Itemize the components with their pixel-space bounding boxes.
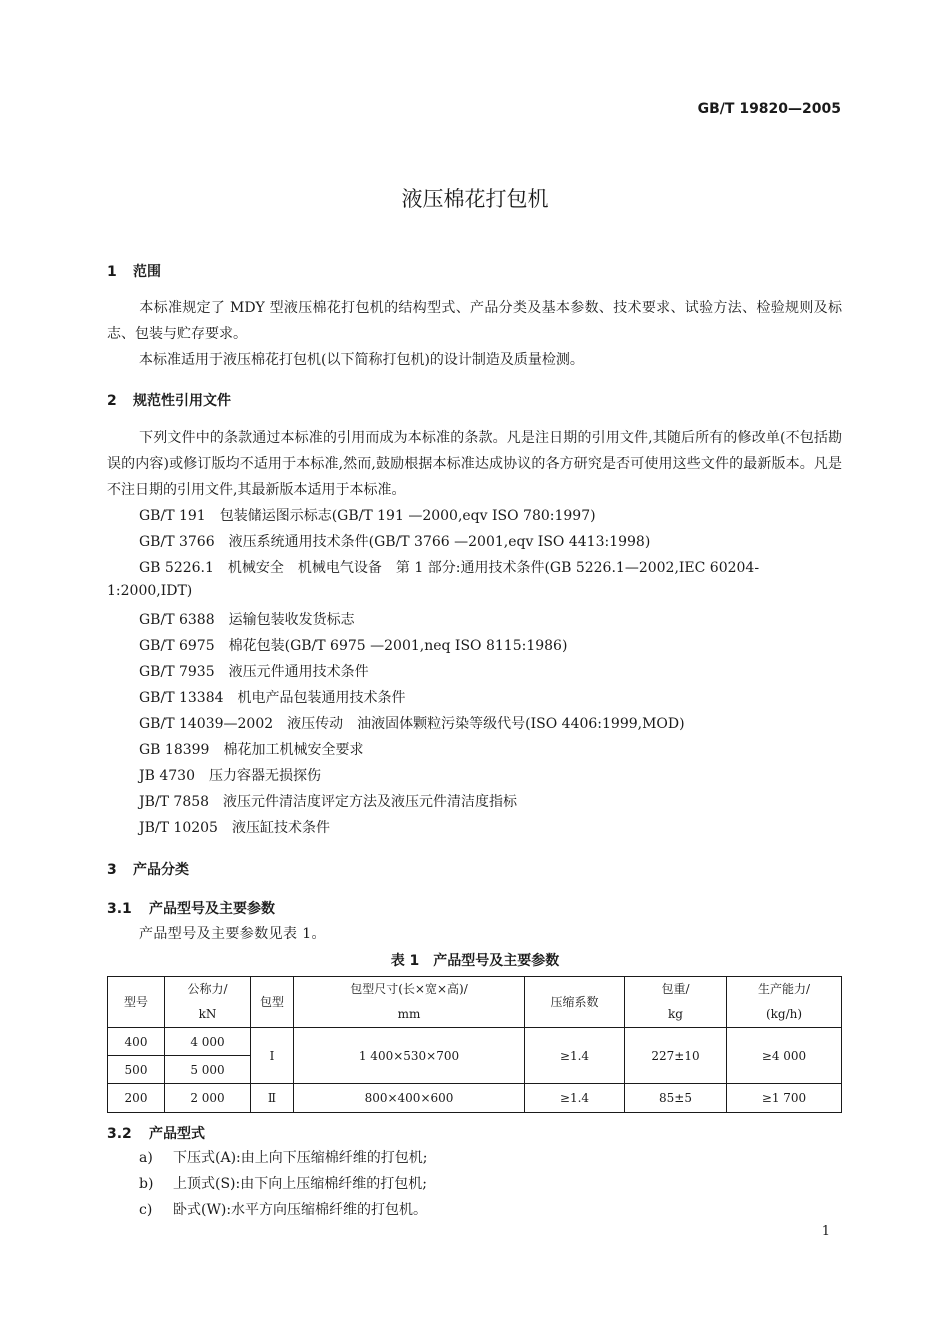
reference-title: 液压系统通用技术条件(GB/T 3766 —2001,eqv ISO 4413:1998): [228, 534, 651, 550]
reference-item: [139, 817, 330, 837]
list-marker: a): [139, 1150, 153, 1166]
reference-item: [139, 713, 685, 733]
reference-title: 压力容器无损探伤: [208, 768, 321, 784]
form-list-item: [139, 1147, 427, 1167]
section-number: 3: [107, 862, 117, 878]
cell-weight: 227±10: [625, 1028, 727, 1084]
header-force: 公称力/ kN: [165, 977, 251, 1028]
reference-item: [139, 739, 363, 759]
reference-title: 机械安全 机械电气设备 第 1 部分:通用技术条件(GB 5226.1—2002,IEC 60204-: [227, 560, 760, 576]
reference-title: 棉花加工机械安全要求: [223, 742, 364, 758]
reference-code: GB/T 3766: [139, 534, 215, 550]
reference-code: JB 4730: [139, 768, 195, 784]
cell-force: 2 000: [165, 1084, 251, 1113]
reference-title: 棉花包装(GB/T 6975 —2001,neq ISO 8115:1986): [228, 638, 568, 654]
reference-title: 液压传动 油液固体颗粒污染等级代号(ISO 4406:1999,MOD): [287, 716, 685, 732]
reference-code: GB/T 13384: [139, 690, 224, 706]
reference-item: [139, 505, 596, 525]
page-number: 1: [821, 1224, 830, 1239]
reference-title: 液压元件通用技术条件: [228, 664, 369, 680]
cell-capacity: ≥4 000: [727, 1028, 842, 1084]
reference-code: GB/T 6388: [139, 612, 215, 628]
table-row: [108, 1028, 842, 1056]
reference-item: [139, 687, 406, 707]
reference-item: [139, 609, 355, 629]
section-title: 产品分类: [133, 862, 189, 878]
document-title: 液压棉花打包机: [401, 187, 549, 211]
section-3-heading: [107, 859, 189, 879]
reference-item: [139, 765, 321, 785]
table-header-row: [108, 977, 842, 1028]
cell-model: 200: [108, 1084, 165, 1113]
reference-code: GB/T 7935: [139, 664, 215, 680]
list-marker: c): [139, 1202, 153, 1218]
section-number: 1: [107, 264, 117, 280]
table-intro: 产品型号及主要参数见表 1。: [139, 926, 326, 942]
header-size: 包型尺寸(长×宽×高)/ mm: [294, 977, 525, 1028]
section-2-heading: [107, 390, 231, 410]
list-text: 上顶式(S):由下向上压缩棉纤维的打包机;: [173, 1176, 427, 1192]
table-row: [108, 1084, 842, 1113]
references-intro: 下列文件中的条款通过本标准的引用而成为本标准的条款。凡是注日期的引用文件,其随后所有的修改单(不包括勘误的内容)或修订版均不适用于本标准,然而,鼓励根据本标准达成协议的各方研究是否可使用这些文件的最新版本。凡是不注日期的引用文件,其最新版本适用于本标准。: [107, 430, 842, 498]
form-list-item: [139, 1199, 427, 1219]
section-number: 2: [107, 393, 117, 409]
reference-code: JB/T 7858: [139, 794, 210, 810]
reference-title: 包装储运图示标志(GB/T 191 —2000,eqv ISO 780:1997): [219, 508, 596, 524]
reference-code: GB 5226.1: [139, 560, 214, 576]
section-title: 产品型号及主要参数: [149, 901, 275, 917]
cell-force: 4 000: [165, 1028, 251, 1056]
reference-title: 液压元件清洁度评定方法及液压元件清洁度指标: [223, 794, 518, 810]
cell-size: 800×400×600: [294, 1084, 525, 1113]
cell-model: 500: [108, 1056, 165, 1084]
section-title: 规范性引用文件: [133, 393, 231, 409]
scope-paragraph-2: 本标准适用于液压棉花打包机(以下简称打包机)的设计制造及质量检测。: [139, 352, 584, 368]
reference-title: 机电产品包装通用技术条件: [237, 690, 406, 706]
cell-weight: 85±5: [625, 1084, 727, 1113]
list-marker: b): [139, 1176, 154, 1192]
reference-code: JB/T 10205: [139, 820, 218, 836]
reference-item: [139, 635, 567, 655]
reference-title: 液压缸技术条件: [231, 820, 330, 836]
section-number: 3.2: [107, 1126, 132, 1142]
header-weight: 包重/ kg: [625, 977, 727, 1028]
header-model: 型号: [108, 977, 165, 1028]
header-bale-type: 包型: [251, 977, 294, 1028]
reference-code: GB/T 6975: [139, 638, 215, 654]
section-title: 产品型式: [149, 1126, 205, 1142]
section-3-2-heading: [107, 1123, 205, 1143]
list-text: 下压式(A):由上向下压缩棉纤维的打包机;: [173, 1150, 428, 1166]
reference-item: [139, 557, 759, 577]
section-1-heading: [107, 261, 161, 281]
form-list-item: [139, 1173, 427, 1193]
section-3-1-heading: [107, 898, 275, 918]
reference-code: GB 18399: [139, 742, 210, 758]
cell-bale-type: Ⅰ: [251, 1028, 294, 1084]
reference-code: GB/T 191: [139, 508, 206, 524]
section-title: 范围: [133, 264, 161, 280]
cell-model: 400: [108, 1028, 165, 1056]
reference-title: 运输包装收发货标志: [228, 612, 355, 628]
parameters-table: [107, 976, 842, 1113]
cell-ratio: ≥1.4: [525, 1084, 625, 1113]
header-ratio: 压缩系数: [525, 977, 625, 1028]
reference-item: [139, 661, 369, 681]
cell-ratio: ≥1.4: [525, 1028, 625, 1084]
reference-item: [139, 791, 517, 811]
header-capacity: 生产能力/ (kg/h): [727, 977, 842, 1028]
cell-capacity: ≥1 700: [727, 1084, 842, 1113]
reference-item: [139, 531, 650, 551]
cell-bale-type: Ⅱ: [251, 1084, 294, 1113]
scope-paragraph-1: 本标准规定了 MDY 型液压棉花打包机的结构型式、产品分类及基本参数、技术要求、试验方法、检验规则及标志、包装与贮存要求。: [107, 300, 842, 342]
section-number: 3.1: [107, 901, 132, 917]
cell-force: 5 000: [165, 1056, 251, 1084]
reference-code: GB/T 14039—2002: [139, 716, 274, 732]
standard-number: GB/T 19820—2005: [697, 101, 841, 117]
list-text: 卧式(W):水平方向压缩棉纤维的打包机。: [173, 1202, 428, 1218]
reference-item-continuation: 1:2000,IDT): [107, 583, 193, 599]
cell-size: 1 400×530×700: [294, 1028, 525, 1084]
table-caption: 表 1 产品型号及主要参数: [390, 953, 560, 969]
